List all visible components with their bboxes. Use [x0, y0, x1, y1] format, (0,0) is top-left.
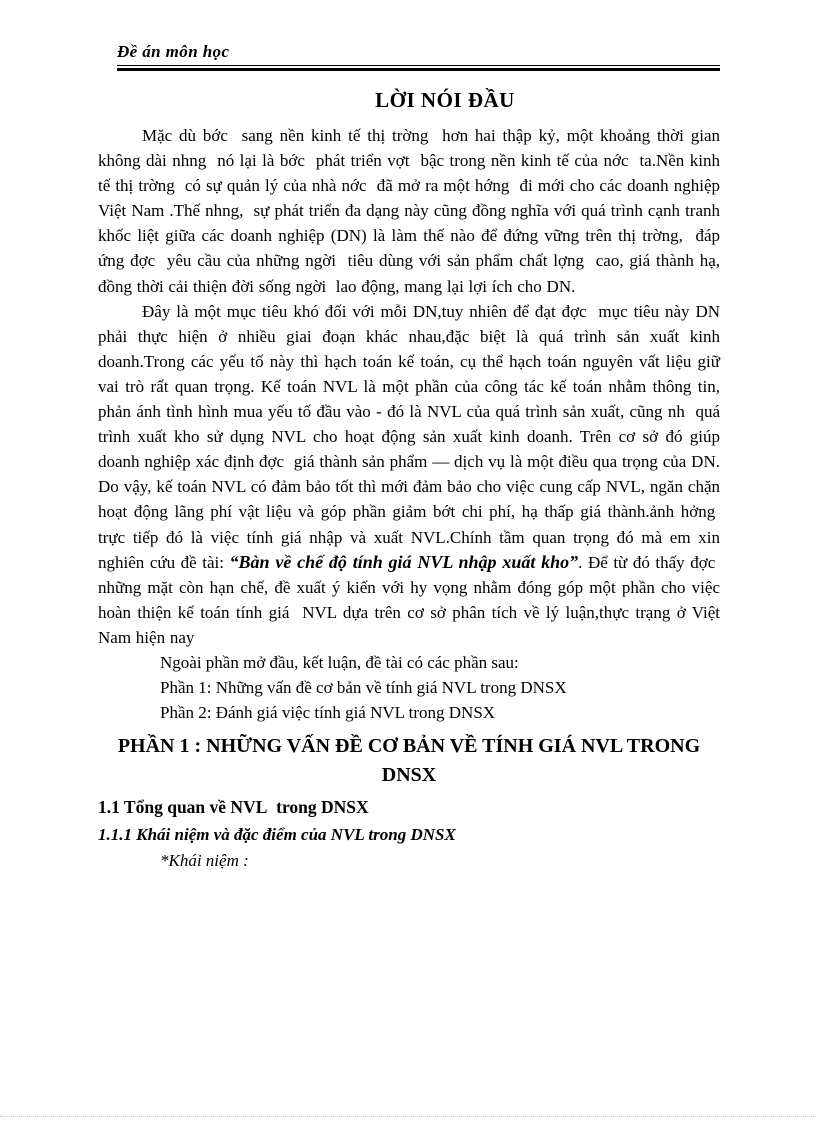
- heading-1-1-1: 1.1.1 Khái niệm và đặc điểm của NVL trong DNSX: [98, 825, 456, 845]
- khai-niem-label: *Khái niệm :: [160, 851, 249, 871]
- heading-1-1: 1.1 Tổng quan về NVL trong DNSX: [98, 797, 369, 818]
- paragraph-2-text: Đây là một mục tiêu khó đối với mỗi DN,tuy nhiên để đạt đợc mục tiêu này DN phải thực hiện ở nhiều giai đoạn khác nhau,đặc biệt là quá trình sản xuất kinh doanh.Trong các yếu tố này thì hạch toán kế toán, cụ thể hạch toán nguyên vất liệu giữ vai trò rất quan trọng. Kế toán NVL là một phần của công tác kế toán nhằm thông tin, phản ánh tình hình mua yếu tố đầu vào - đó là NVL của quá trình sản xuất, cũng nh quá trình xuất kho sử dụng NVL cho hoạt động sản xuất kinh doanh. Trên cơ sở đó giúp doanh nghiệp xác định đợc giá thành sản phẩm — dịch vụ là một điều qua trọng của DN. Do vậy, kế toán NVL có đảm bảo tốt thì mới đảm bảo cho việc cung cấp NVL, ngăn chặn hoạt động lãng phí vật liệu và góp phần giảm bớt chi phí, hạ thấp giá thành.ảnh hởng trực tiếp đó là việc tính giá nhập và xuất NVL.Chính tầm quan trọng đó mà em xin nghiên cứu đề tài:: [98, 301, 720, 572]
- document-body: [98, 86, 720, 874]
- outline-part-1-line: Phần 1: Những vấn đề cơ bản về tính giá NVL trong DNSX: [160, 678, 567, 698]
- page-running-header: [117, 42, 720, 71]
- outline-intro-line: Ngoài phần mở đầu, kết luận, đề tài có các phần sau:: [160, 652, 519, 672]
- outline-part-2-line: Phần 2: Đánh giá việc tính giá NVL trong DNSX: [160, 703, 496, 723]
- paragraph-2: [98, 299, 720, 650]
- paragraph-2-text-after-quote: . Để từ đó thấy đợc những mặt còn hạn chế, đề xuất ý kiến với hy vọng nhằm đóng góp một phần cho việc hoàn thiện kế toán tính giá NVL dựa trên cơ sở phân tích về lý luận,thực trạng ở Việt Nam hiện nay: [98, 552, 720, 647]
- thesis-topic-quote: “Bàn về chế độ tính giá NVL nhập xuất kho”: [229, 551, 579, 572]
- paragraph-1: Mặc dù bớc sang nền kinh tế thị trờng hơn hai thập kỷ, một khoảng thời gian không dài nhng nó lại là bớc phát triển vợt bậc trong nền kinh tế của nớc ta.Nền kinh tế thị trờng có sự quản lý của nhà nớc đã mở ra một hớng đi mới cho các doanh nghiệp Việt Nam .Thế nhng, sự phát triển đa dạng này cũng đồng nghĩa với quá trình cạnh tranh khốc liệt giữa các doanh nghiệp (DN) là làm thế nào để đứng vững trên thị trờng, đáp ứng đợc yêu cầu của những ngời tiêu dùng với sản phẩm chất lợng cao, giá thành hạ, đồng thời cải thiện đời sống ngời lao động, mang lại lợi ích cho DN.: [98, 126, 720, 296]
- section-1-heading: PHẦN 1 : NHỮNG VẤN ĐỀ CƠ BẢN VỀ TÍNH GIÁ NVL TRONG DNSX: [117, 735, 701, 787]
- document-title: LỜI NÓI ĐẦU: [375, 88, 515, 112]
- page-bottom-dotted-rule: [0, 1116, 816, 1117]
- header-rule: [117, 68, 720, 71]
- running-header-title: Đề án môn học: [117, 42, 720, 66]
